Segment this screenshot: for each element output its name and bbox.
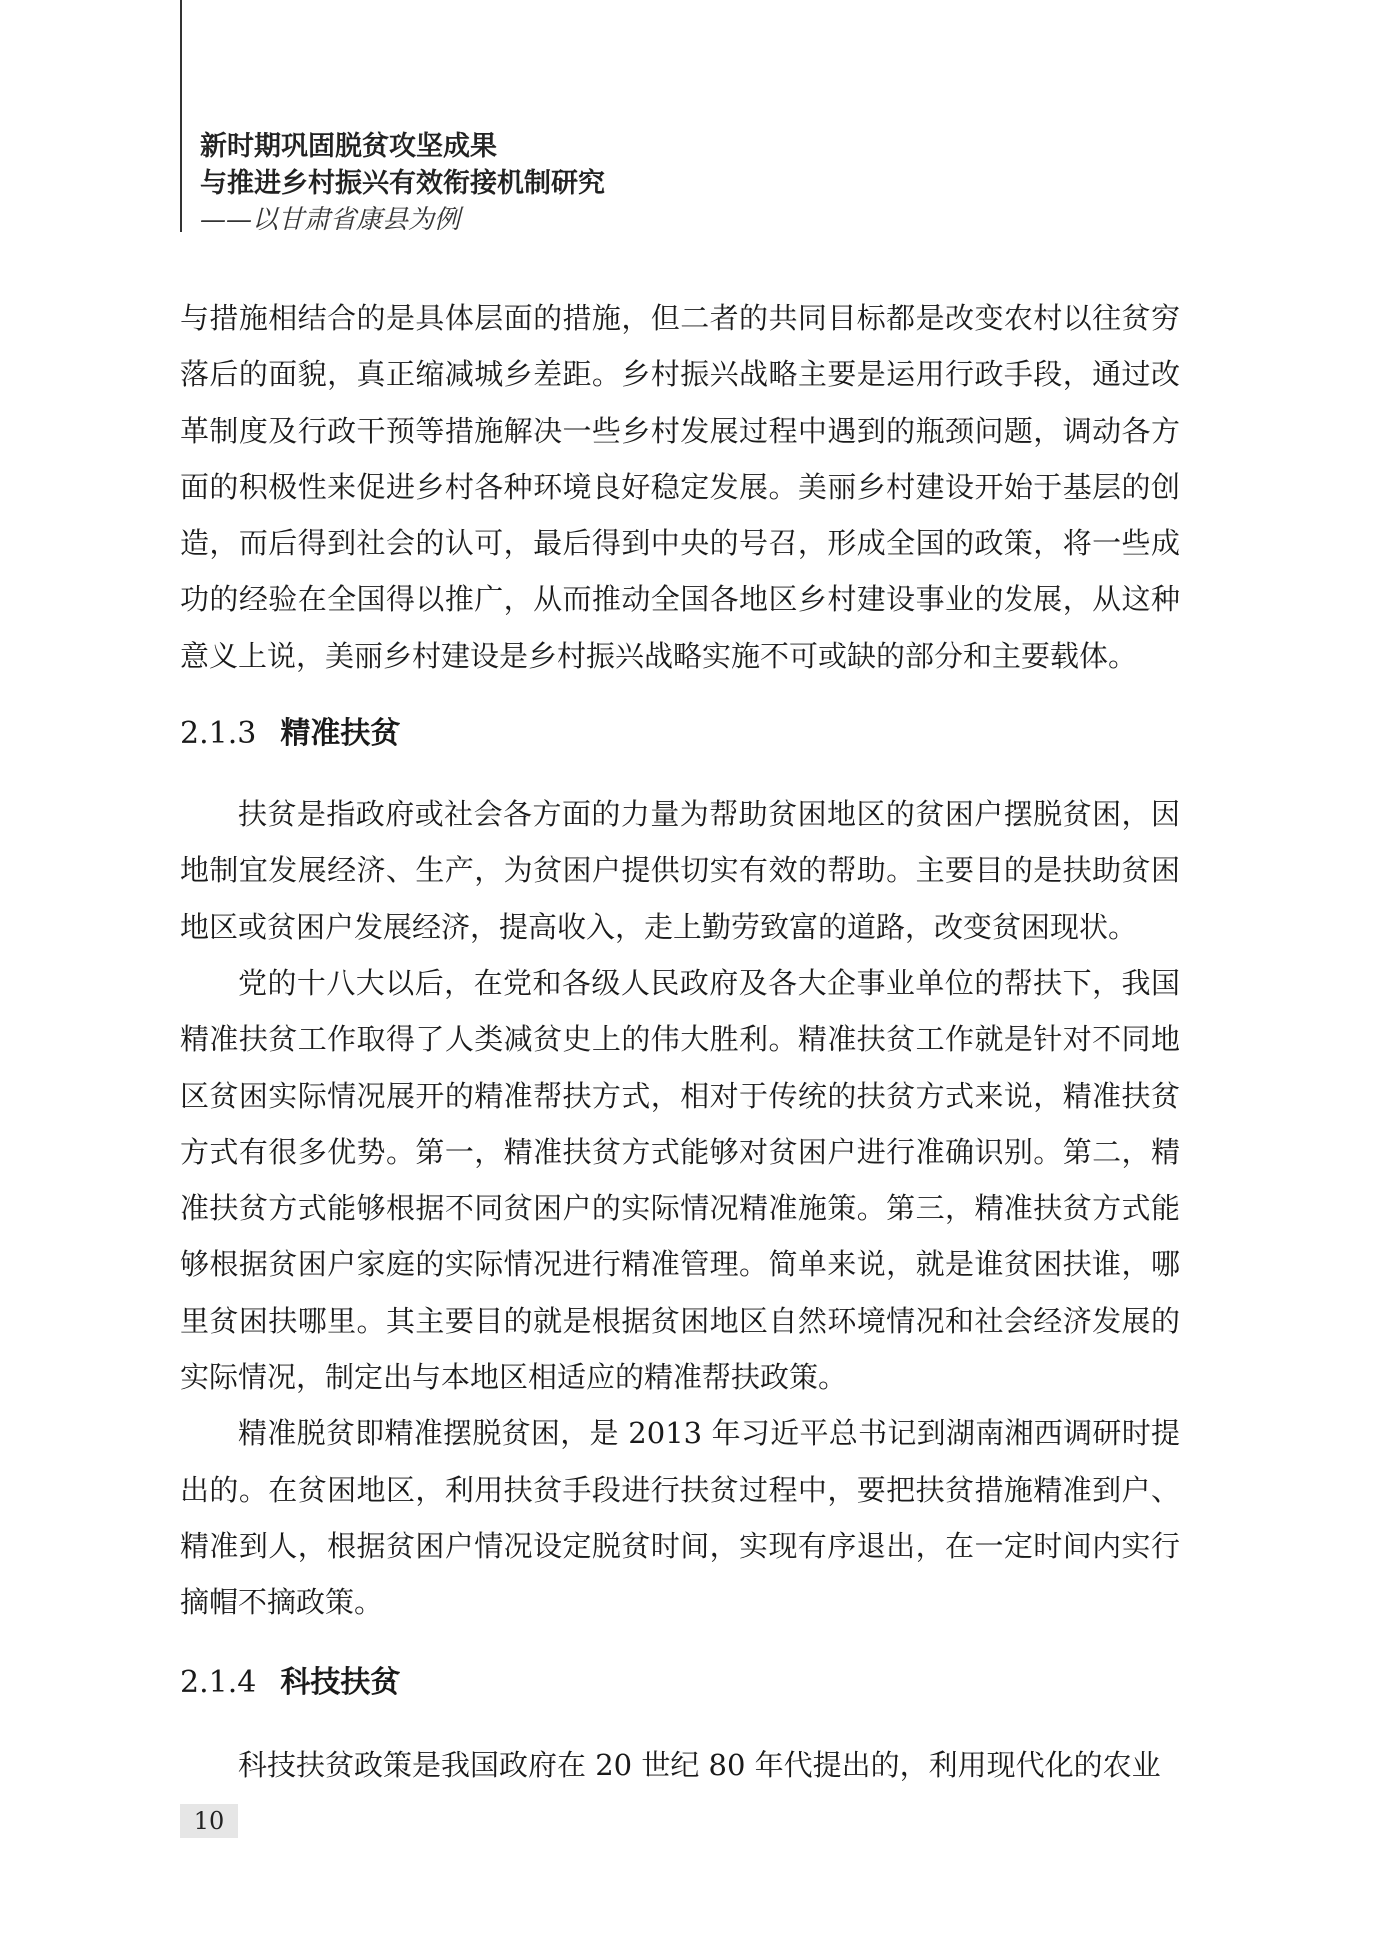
section-number: 2.1.4 xyxy=(180,1664,257,1700)
paragraph-targeted-poverty-alleviation: 党的十八大以后，在党和各级人民政府及各大企事业单位的帮扶下，我国精准扶贫工作取得了人类减贫史上的伟大胜利。精准扶贫工作就是针对不同地区贫困实际情况展开的精准帮扶方式，相对于传统的扶贫方式来说，精准扶贫方式有很多优势。第一，精准扶贫方式能够对贫困户进行准确识别。第二，精准扶贫方式能够根据不同贫困户的实际情况精准施策。第三，精准扶贫方式能够根据贫困户家庭的实际情况进行精准管理。简单来说，就是谁贫困扶谁，哪里贫困扶哪里。其主要目的就是根据贫困地区自然环境情况和社会经济发展的实际情况，制定出与本地区相适应的精准帮扶政策。 xyxy=(180,965,1180,1395)
section-heading-2-1-3 xyxy=(180,706,1180,762)
section-number: 2.1.3 xyxy=(180,716,257,752)
running-header xyxy=(200,128,1100,238)
section-heading-2-1-4 xyxy=(180,1655,1180,1711)
book-subtitle: ——以甘肃省康县为例 xyxy=(200,205,461,235)
section-title: 科技扶贫 xyxy=(280,1664,401,1700)
book-title-line-1: 新时期巩固脱贫攻坚成果 xyxy=(200,131,497,162)
header-vertical-rule xyxy=(180,0,182,232)
book-title-line-2: 与推进乡村振兴有效衔接机制研究 xyxy=(200,168,605,199)
paragraph-tech-poverty-alleviation: 科技扶贫政策是我国政府在 20 世纪 80 年代提出的，利用现代化的农业 xyxy=(238,1747,1161,1782)
page-number: 10 xyxy=(180,1804,238,1838)
paragraph-continued: 与措施相结合的是具体层面的措施，但二者的共同目标都是改变农村以往贫穷落后的面貌，真正缩减城乡差距。乡村振兴战略主要是运用行政手段，通过改革制度及行政干预等措施解决一些乡村发展过程中遇到的瓶颈问题，调动各方面的积极性来促进乡村各种环境良好稳定发展。美丽乡村建设开始于基层的创造，而后得到社会的认可，最后得到中央的号召，形成全国的政策，将一些成功的经验在全国得以推广，从而推动全国各地区乡村建设事业的发展，从这种意义上说，美丽乡村建设是乡村振兴战略实施不可或缺的部分和主要载体。 xyxy=(180,301,1180,673)
page-body xyxy=(180,290,1180,1793)
paragraph-poverty-definition: 扶贫是指政府或社会各方面的力量为帮助贫困地区的贫困户摆脱贫困，因地制宜发展经济、生产，为贫困户提供切实有效的帮助。主要目的是扶助贫困地区或贫困户发展经济，提高收入，走上勤劳致富的道路，改变贫困现状。 xyxy=(180,797,1180,944)
paragraph-targeted-poverty-exit: 精准脱贫即精准摆脱贫困，是 2013 年习近平总书记到湖南湘西调研时提出的。在贫困地区，利用扶贫手段进行扶贫过程中，要把扶贫措施精准到户、精准到人，根据贫困户情况设定脱贫时间，实现有序退出，在一定时间内实行摘帽不摘政策。 xyxy=(180,1416,1180,1620)
section-title: 精准扶贫 xyxy=(280,716,401,752)
